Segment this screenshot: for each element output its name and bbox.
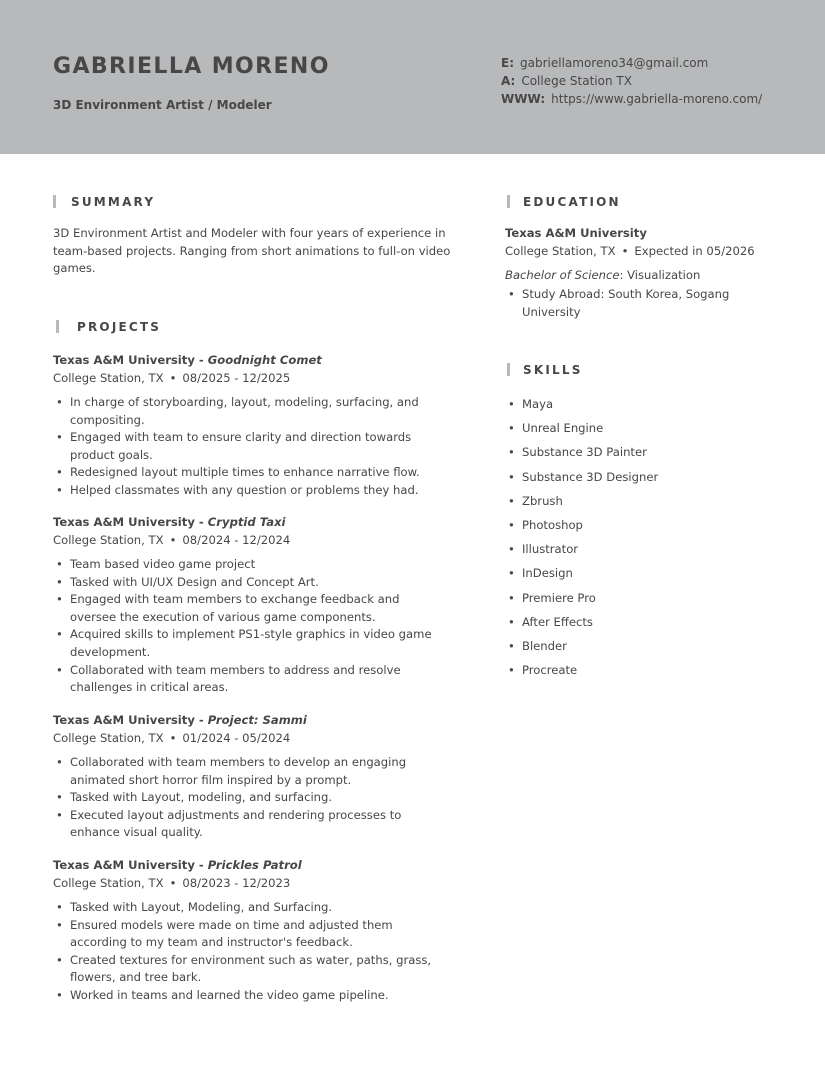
list-item: • Worked in teams and learned the video game pipeline. xyxy=(53,987,443,1005)
contact-label: E: xyxy=(501,56,514,70)
project-bullets xyxy=(53,394,443,500)
project-entry xyxy=(53,351,443,500)
list-item: • Engaged with team members to exchange feedback and oversee the execution of various game components. xyxy=(53,591,443,626)
list-item: • Collaborated with team members to develop an engaging animated short horror film inspired by a prompt. xyxy=(53,754,443,789)
project-entry xyxy=(53,856,443,1005)
education-meta xyxy=(505,242,765,260)
skills-heading-text: SKILLS xyxy=(523,363,583,377)
contact-address xyxy=(501,73,762,91)
website-link[interactable]: https://www.gabriella-moreno.com/ xyxy=(551,92,763,106)
project-org: Texas A&M University xyxy=(53,515,195,529)
summary-heading xyxy=(71,195,155,209)
list-item: • Engaged with team to ensure clarity and direction towards product goals. xyxy=(53,429,443,464)
skill-item: • Premiere Pro xyxy=(505,586,658,610)
skill-item: • Illustrator xyxy=(505,537,658,561)
resume-header xyxy=(0,0,825,154)
summary-heading-text: SUMMARY xyxy=(71,195,156,209)
list-item: • Created textures for environment such as water, paths, grass, flowers, and tree bark. xyxy=(53,952,443,987)
title-separator: - xyxy=(194,515,208,529)
skill-item: • After Effects xyxy=(505,610,658,634)
project-title xyxy=(53,856,443,874)
project-title xyxy=(53,351,443,369)
education-heading xyxy=(523,195,621,209)
education-entry xyxy=(505,224,765,321)
skill-item: • Substance 3D Designer xyxy=(505,465,658,489)
list-item: • Study Abroad: South Korea, Sogang University xyxy=(505,286,755,321)
project-org: Texas A&M University xyxy=(53,353,195,367)
education-bullets xyxy=(505,286,755,321)
skill-item: • Blender xyxy=(505,634,658,658)
degree-label: Bachelor of Science xyxy=(505,268,620,282)
contact-website xyxy=(501,91,762,109)
education-school: Texas A&M University xyxy=(505,226,647,240)
heading-accent-bar xyxy=(507,195,510,208)
title-separator: - xyxy=(194,858,208,872)
education-heading-text: EDUCATION xyxy=(523,195,621,209)
project-name: Goodnight Comet xyxy=(207,353,322,367)
heading-accent-bar xyxy=(53,195,56,208)
project-dates: 08/2025 - 12/2025 xyxy=(182,371,291,385)
education-location: College Station, TX xyxy=(505,244,616,258)
project-name: Prickles Patrol xyxy=(207,858,302,872)
email-value[interactable]: gabriellamoreno34@gmail.com xyxy=(520,56,709,70)
skill-item: • Zbrush xyxy=(505,489,658,513)
list-item: • Executed layout adjustments and rendering processes to enhance visual quality. xyxy=(53,807,443,842)
bullet-separator: • xyxy=(169,731,177,745)
project-meta xyxy=(53,729,443,747)
project-bullets xyxy=(53,556,443,697)
projects-heading-text: PROJECTS xyxy=(77,320,162,334)
project-location: College Station, TX xyxy=(53,876,164,890)
list-item: • Helped classmates with any question or problems they had. xyxy=(53,482,443,500)
skill-item: • InDesign xyxy=(505,561,658,585)
projects-heading xyxy=(77,320,161,334)
project-name: Cryptid Taxi xyxy=(207,515,286,529)
contact-block xyxy=(501,55,762,109)
list-item: • Redesigned layout multiple times to enhance narrative flow. xyxy=(53,464,443,482)
heading-accent-bar xyxy=(56,320,59,333)
project-entry xyxy=(53,711,443,842)
degree-field: : Visualization xyxy=(619,268,701,282)
education-degree xyxy=(505,266,765,284)
project-meta xyxy=(53,531,443,549)
project-org: Texas A&M University xyxy=(53,858,195,872)
project-dates: 08/2024 - 12/2024 xyxy=(182,533,291,547)
bullet-separator: • xyxy=(169,533,177,547)
contact-label: A: xyxy=(501,74,516,88)
project-dates: 08/2023 - 12/2023 xyxy=(182,876,291,890)
bullet-separator: • xyxy=(621,244,629,258)
list-item: • Tasked with UI/UX Design and Concept Art. xyxy=(53,574,443,592)
project-dates: 01/2024 - 05/2024 xyxy=(182,731,291,745)
skill-item: • Unreal Engine xyxy=(505,416,658,440)
list-item: • Team based video game project xyxy=(53,556,443,574)
list-item: • Ensured models were made on time and adjusted them according to my team and instructor's feedback. xyxy=(53,917,443,952)
project-name: Project: Sammi xyxy=(207,713,307,727)
contact-email xyxy=(501,55,762,73)
project-meta xyxy=(53,874,443,892)
list-item: • Collaborated with team members to address and resolve challenges in critical areas. xyxy=(53,662,443,697)
skill-item: • Substance 3D Painter xyxy=(505,440,658,464)
contact-label: WWW: xyxy=(501,92,546,106)
bullet-separator: • xyxy=(169,876,177,890)
title-separator: - xyxy=(194,353,208,367)
project-location: College Station, TX xyxy=(53,371,164,385)
heading-accent-bar xyxy=(507,363,510,376)
project-bullets xyxy=(53,899,443,1005)
candidate-name: GABRIELLA MORENO xyxy=(53,54,330,79)
skill-item: • Maya xyxy=(505,392,658,416)
project-location: College Station, TX xyxy=(53,731,164,745)
list-item: • Tasked with Layout, Modeling, and Surfacing. xyxy=(53,899,443,917)
list-item: • Tasked with Layout, modeling, and surfacing. xyxy=(53,789,443,807)
education-expected: Expected in 05/2026 xyxy=(634,244,755,258)
list-item: • In charge of storyboarding, layout, modeling, surfacing, and compositing. xyxy=(53,394,443,429)
candidate-role: 3D Environment Artist / Modeler xyxy=(53,98,272,112)
project-bullets xyxy=(53,754,443,842)
skills-heading xyxy=(523,363,583,377)
skill-item: • Photoshop xyxy=(505,513,658,537)
skill-item: • Procreate xyxy=(505,658,658,682)
summary-text: 3D Environment Artist and Modeler with four years of experience in team-based projects. Ranging from short animations to full-on video games. xyxy=(53,226,451,276)
project-org: Texas A&M University xyxy=(53,713,195,727)
project-title xyxy=(53,711,443,729)
project-meta xyxy=(53,369,443,387)
project-entry xyxy=(53,513,443,697)
bullet-separator: • xyxy=(169,371,177,385)
project-title xyxy=(53,513,443,531)
skills-list xyxy=(505,392,658,682)
title-separator: - xyxy=(194,713,208,727)
project-location: College Station, TX xyxy=(53,533,164,547)
list-item: • Acquired skills to implement PS1-style graphics in video game development. xyxy=(53,626,443,661)
address-value: College Station TX xyxy=(521,74,632,88)
